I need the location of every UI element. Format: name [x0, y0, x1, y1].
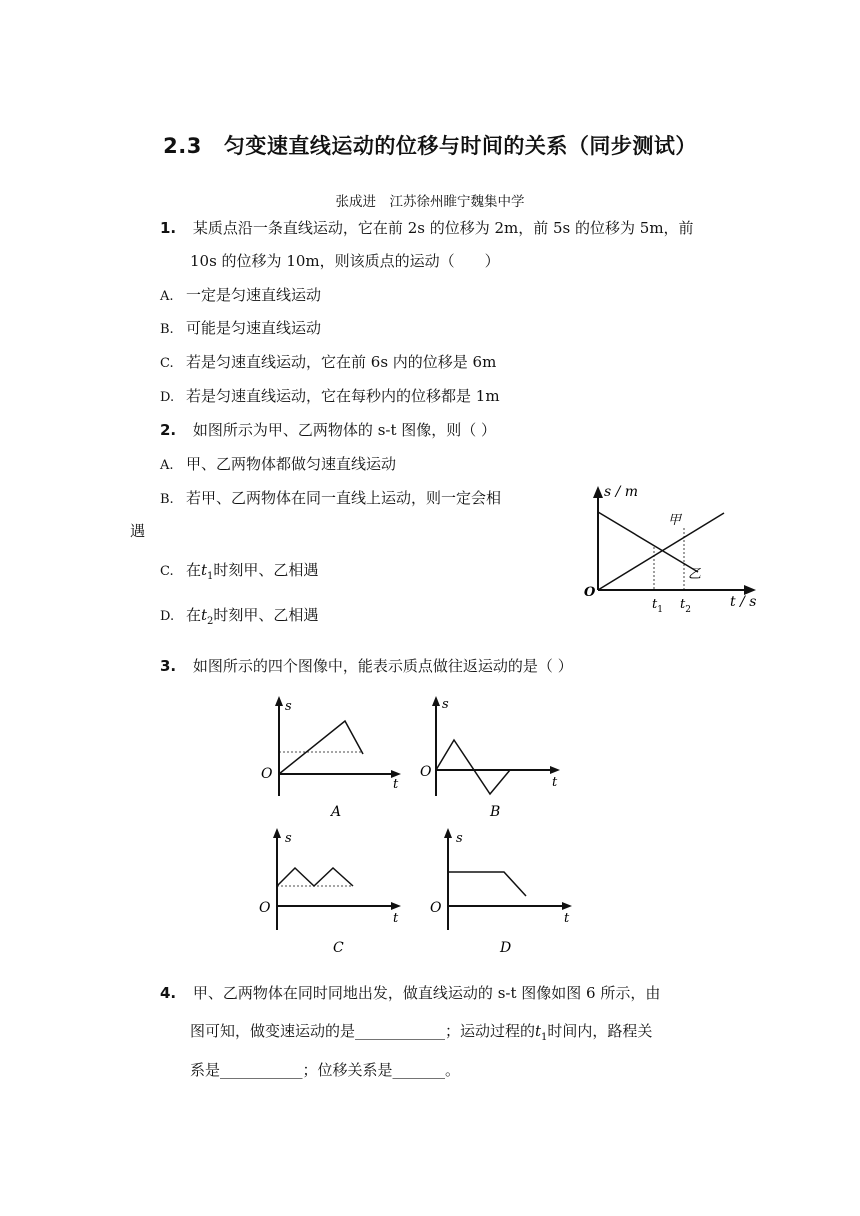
question-1-option-d — [160, 386, 500, 408]
question-2-option-b-cont: 遇 — [130, 522, 146, 540]
x-axis-arrow — [550, 766, 560, 774]
question-4-line1 — [160, 983, 660, 1003]
graph-caption: D — [500, 940, 512, 956]
author-line: 张成进 江苏徐州睢宁魏集中学 — [335, 194, 525, 210]
question-2-text: 如图所示为甲、乙两物体的 s-t 图像，则（ ） — [192, 421, 497, 439]
t1-tick-label: $t_1$ — [652, 597, 663, 615]
variable-t: t — [201, 561, 208, 579]
origin-label: O — [584, 585, 596, 600]
graph-c — [255, 826, 415, 961]
subscript: 1 — [541, 1032, 548, 1043]
question-3-text: 如图所示的四个图像中，能表示质点做往返运动的是（ ） — [192, 657, 573, 675]
question-4-line2 — [190, 1021, 652, 1048]
option-text: 若甲、乙两物体在同一直线上运动，则一定会相 — [186, 489, 502, 507]
t2-tick-label: $t_2$ — [680, 597, 691, 615]
question-2-option-c — [160, 560, 318, 587]
option-label: A. — [160, 458, 174, 473]
question-1-option-b — [160, 318, 321, 340]
option-text: 甲、乙两物体都做匀速直线运动 — [186, 455, 397, 473]
y-axis-label: s — [442, 697, 449, 712]
option-label: C. — [160, 564, 174, 579]
option-text: 可能是匀速直线运动 — [186, 319, 322, 337]
question-4-number: 4. — [160, 984, 177, 1002]
x-axis-label: t — [393, 777, 399, 792]
label-yi: 乙 — [688, 567, 702, 582]
graph-caption: B — [490, 804, 501, 820]
origin-label: O — [430, 900, 442, 916]
question-1-number: 1. — [160, 219, 177, 237]
x-axis-label: t — [393, 911, 399, 926]
origin-label: O — [259, 900, 271, 916]
question-4-text: 甲、乙两物体在同时同地出发，做直线运动的 s-t 图像如图 6 所示，由 — [192, 984, 661, 1002]
graph-b-line — [436, 740, 510, 794]
option-text: 若是匀速直线运动，它在前 6s 内的位移是 6m — [186, 353, 497, 371]
option-label: D. — [160, 390, 175, 405]
option-label: B. — [160, 492, 174, 507]
question-4-line3: 系是___________；位移关系是_______。 — [190, 1061, 461, 1079]
option-label: C. — [160, 356, 174, 371]
graph-caption: C — [333, 940, 344, 956]
line-jia — [598, 513, 724, 590]
question-2-stem — [160, 420, 496, 440]
x-axis-arrow — [562, 902, 572, 910]
option-text-pre: 在 — [186, 561, 202, 579]
question-3-stem — [160, 656, 573, 676]
question-1-option-c — [160, 352, 496, 374]
title-number: 2.3 — [163, 134, 202, 158]
y-axis-label: s / m — [604, 484, 639, 500]
x-axis-label: t — [552, 775, 558, 790]
line-yi — [598, 512, 698, 572]
graph-d-line — [448, 872, 526, 896]
option-text-post: 时刻甲、乙相遇 — [213, 561, 319, 579]
question-1-line2: 10s 的位移为 10m，则该质点的运动（ ） — [190, 252, 500, 270]
origin-label: O — [261, 766, 273, 782]
option-text: 一定是匀速直线运动 — [186, 286, 322, 304]
graph-a-line — [279, 721, 363, 774]
graph-d — [424, 826, 584, 961]
title-text: 匀变速直线运动的位移与时间的关系（同步测试） — [223, 134, 697, 158]
question-1-option-a — [160, 285, 321, 307]
graph-b — [414, 688, 574, 823]
question-2-option-b — [160, 488, 501, 510]
variable-t: t — [535, 1022, 542, 1040]
page-title — [0, 130, 860, 160]
y-axis-label: s — [285, 831, 292, 846]
option-label: A. — [160, 289, 174, 304]
graph-a — [255, 688, 415, 823]
question-2-st-graph — [580, 478, 770, 618]
variable-t: t — [201, 606, 208, 624]
question-2-option-d — [160, 605, 318, 632]
y-axis-label: s — [456, 831, 463, 846]
y-axis-arrow — [275, 696, 283, 706]
subscript: 1 — [207, 571, 214, 582]
q4-line2-post: 时间内，路程关 — [547, 1022, 653, 1040]
option-label: B. — [160, 322, 174, 337]
option-label: D. — [160, 609, 175, 624]
graph-caption: A — [331, 804, 342, 820]
question-3-number: 3. — [160, 657, 177, 675]
question-1-line1 — [160, 218, 694, 238]
question-1-text: 某质点沿一条直线运动，它在前 2s 的位移为 2m，前 5s 的位移为 5m，前 — [192, 219, 694, 237]
option-text-pre: 在 — [186, 606, 202, 624]
graph-c-line — [277, 868, 353, 886]
y-axis-arrow — [444, 828, 452, 838]
y-axis-arrow — [432, 696, 440, 706]
option-text: 若是匀速直线运动，它在每秒内的位移都是 1m — [186, 387, 500, 405]
y-axis-arrow — [273, 828, 281, 838]
x-axis-arrow — [391, 902, 401, 910]
y-axis-label: s — [285, 699, 292, 714]
label-jia: 甲 — [668, 513, 682, 528]
origin-label: O — [420, 764, 432, 780]
y-axis-arrow — [593, 486, 603, 498]
q4-line2-pre: 图可知，做变速运动的是____________；运动过程的 — [190, 1022, 536, 1040]
question-2-number: 2. — [160, 421, 177, 439]
option-text-post: 时刻甲、乙相遇 — [213, 606, 319, 624]
subscript: 2 — [207, 616, 214, 627]
question-2-option-a — [160, 454, 396, 476]
x-axis-label: t / s — [730, 594, 757, 610]
x-axis-label: t — [564, 911, 570, 926]
